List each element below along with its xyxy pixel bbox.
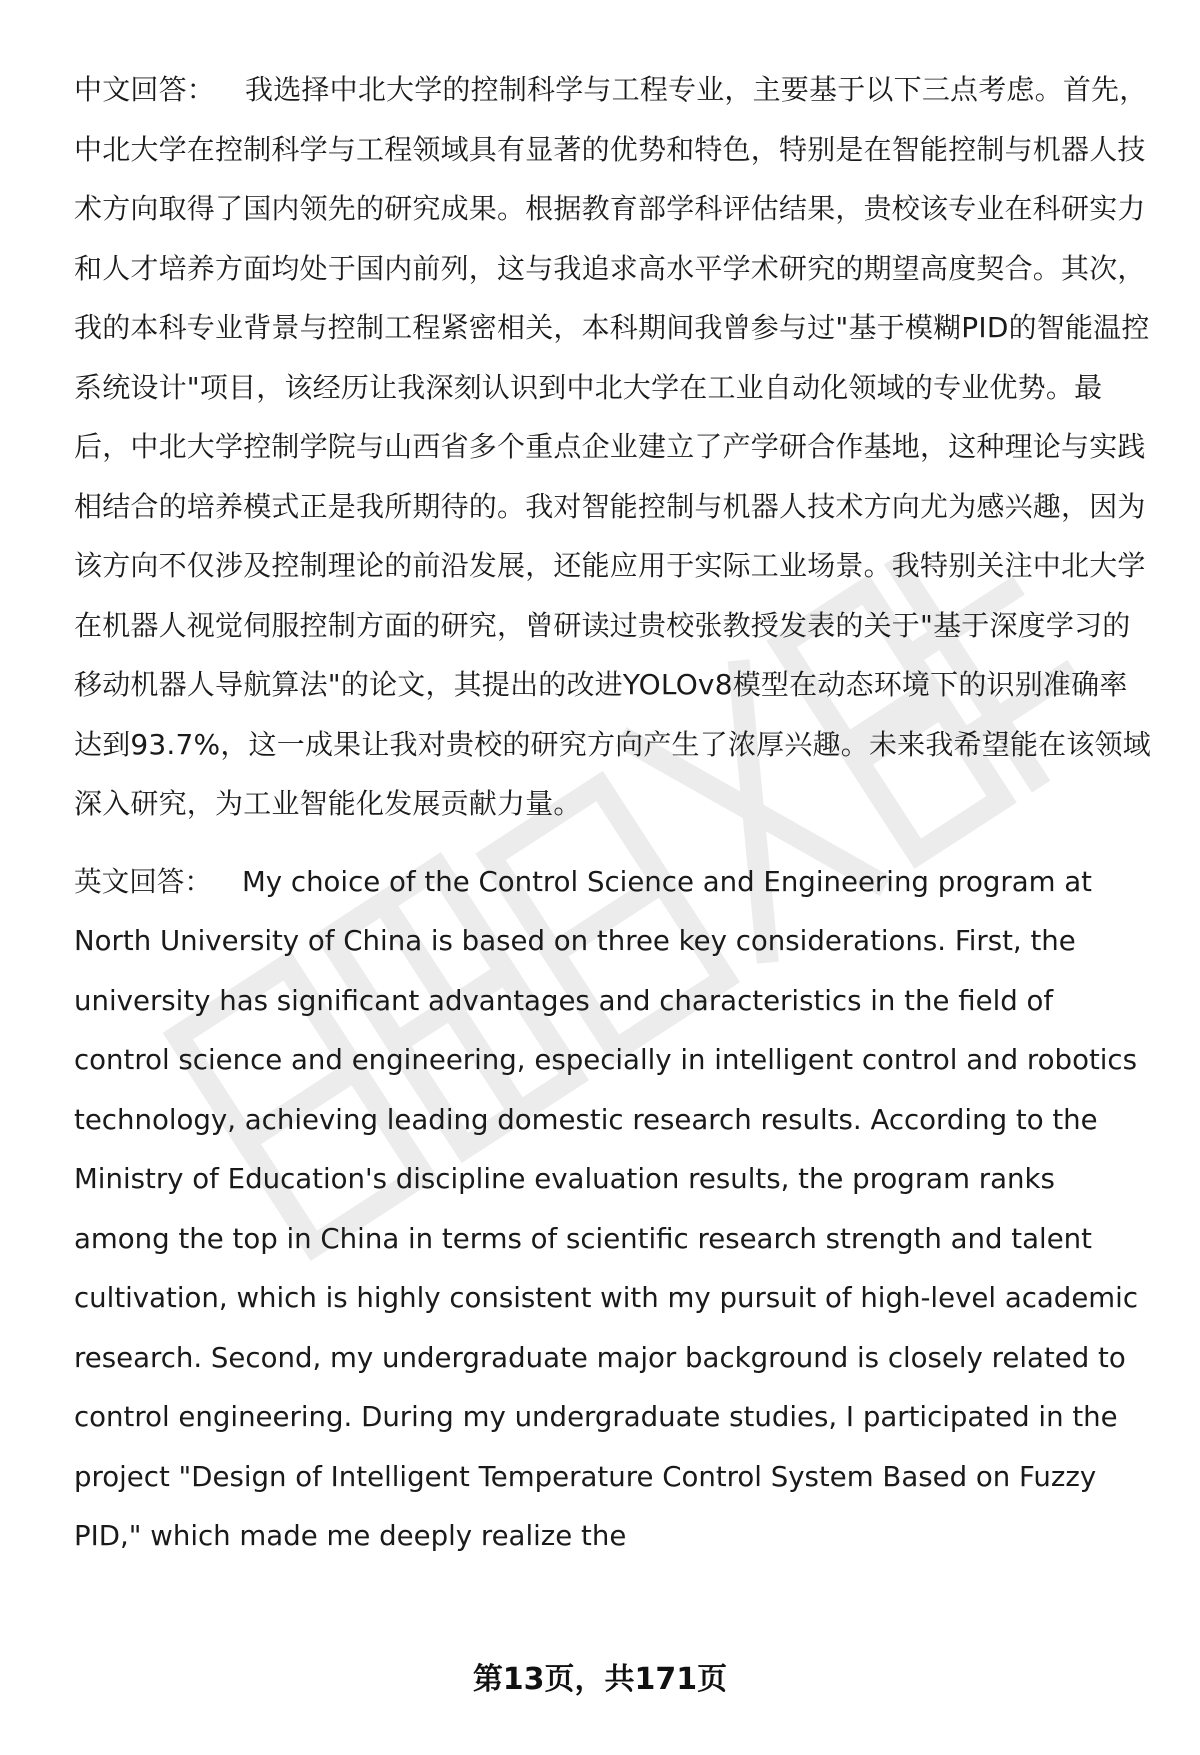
page-number-footer: 第13页，共171页 — [472, 1662, 728, 1697]
chinese-answer-text: 我选择中北大学的控制科学与工程专业，主要基于以下三点考虑。首先，中北大学在控制科学与工程领域具有显著的优势和特色，特别是在智能控制与机器人技术方向取得了国内领先的研究成果。根据教育部学科评估结果，贵校该专业在科研实力和人才培养方面均处于国内前列，这与我追求高水平学术研究的期望高度契合。其次，我的本科专业背景与控制工程紧密相关，本科期间我曾参与过"基于模糊PID的智能温控系统设计"项目，该经历让我深刻认识到中北大学在工业自动化领域的专业优势。最后，中北大学控制学院与山西省多个重点企业建立了产学研合作基地，这种理论与实践相结合的培养模式正是我所期待的。我对智能控制与机器人技术方向尤为感兴趣，因为该方向不仅涉及控制理论的前沿发展，还能应用于实际工业场景。我特别关注中北大学在机器人视觉伺服控制方面的研究，曾研读过贵校张教授发表的关于"基于深度学习的移动机器人导航算法"的论文，其提出的改进YOLOv8模型在动态环境下的识别准确率达到93.7%，这一成果让我对贵校的研究方向产生了浓厚兴趣。未来我希望能在该领域深入研究，为工业智能化发展贡献力量。 — [74, 73, 1151, 820]
english-answer-text: My choice of the Control Science and Engineering program at North University of China is based on three key considerations. First, the university has significant advantages and characteristics in the field of control science and engineering, especially in intelligent control and robotics technology, achieving leading domestic research results. According to the Ministry of Education's discipline evaluation results, the program ranks among the top in China in terms of scientific research strength and talent cultivation, which is highly consistent with my pursuit of high-level academic research. Second, my undergraduate major background is closely related to control engineering. During my undergraduate studies, I participated in the project "Design of Intelligent Temperature Control System Based on Fuzzy PID," which made me deeply realize the — [74, 864, 1139, 1552]
english-answer-label: 英文回答： — [74, 864, 212, 898]
answer-content — [74, 60, 1154, 1566]
english-answer-paragraph — [74, 852, 1154, 1566]
paragraph-spacer — [74, 834, 1154, 852]
chinese-answer-paragraph — [74, 60, 1154, 834]
chinese-answer-label: 中文回答： — [74, 73, 216, 106]
